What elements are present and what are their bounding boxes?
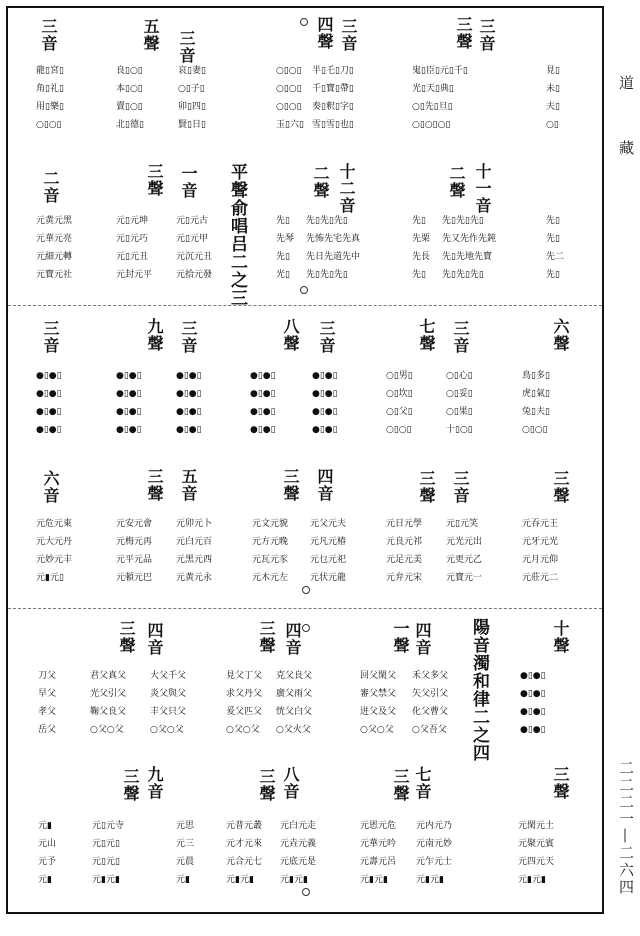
notation-row: ●▯●▯ (176, 371, 202, 381)
notation-row: 禾父多父 (412, 671, 449, 681)
section-heading: 八聲 (281, 318, 300, 352)
notation-group (446, 518, 482, 584)
notation-row: 雪▯雪▯也▯ (312, 120, 354, 130)
notation-row: 元▯元巧 (116, 234, 148, 244)
notation-row: 先▯先地先寶 (442, 252, 492, 262)
section-heading: 三音 (41, 320, 60, 354)
section-heading: 三聲 (417, 470, 436, 504)
circle-mark (302, 586, 310, 594)
notation-row: ●▯●▯ (116, 371, 142, 381)
notation-row: ○父吾父 (412, 725, 447, 735)
notation-row: 大父千父 (150, 671, 187, 681)
notation-group (360, 820, 396, 886)
section-heading: 三音 (477, 18, 496, 52)
section-heading: 三聲 (454, 16, 473, 50)
notation-row: 元木元左 (252, 573, 289, 583)
notation-group (226, 670, 262, 736)
notation-group (178, 65, 206, 131)
notation-row: 元壽元呂 (360, 857, 397, 867)
notation-row: 本▯○▯ (116, 84, 143, 94)
notation-row: 元▮元▯ (36, 573, 64, 583)
notation-row: 元▯元丑 (116, 252, 148, 262)
notation-row: 先▯ (276, 216, 290, 226)
notation-row: 先▯ (546, 270, 560, 280)
notation-row: 元内元乃 (416, 821, 453, 831)
notation-row: 元垚元義 (280, 839, 317, 849)
notation-group (520, 670, 546, 736)
notation-row: ○父火父 (276, 725, 311, 735)
notation-row: ○▯先▯旦▯ (412, 102, 453, 112)
notation-row: 兔▯夫▯ (522, 407, 550, 417)
notation-row: 元▮元▮ (416, 875, 444, 885)
notation-row: 元良元祁 (386, 537, 423, 547)
notation-row: 元平元品 (116, 555, 153, 565)
notation-row: 元▯元古 (176, 216, 208, 226)
notation-row: 元文元貌 (252, 519, 289, 529)
section-heading: 九音 (145, 766, 164, 800)
notation-row: 未▯ (546, 84, 560, 94)
notation-row: ○▯坎▯ (386, 389, 413, 399)
notation-row: 元▯元寺 (92, 821, 124, 831)
notation-row: ●▯●▯ (250, 371, 276, 381)
notation-row: 元▮ (38, 821, 52, 831)
notation-row: 北▯德▯ (116, 120, 144, 130)
notation-row: ○▯○▯ (522, 425, 548, 435)
notation-row: 元安元會 (116, 519, 153, 529)
notation-row: 元拾元發 (176, 270, 213, 280)
section-heading: 三音 (177, 30, 196, 64)
notation-row: 君父真父 (90, 671, 127, 681)
notation-group (546, 215, 564, 281)
notation-group (412, 65, 468, 131)
notation-row: 元▯元▯ (92, 857, 120, 867)
notation-row: 元合元七 (226, 857, 263, 867)
notation-row: 夫▯ (546, 102, 560, 112)
notation-group (310, 518, 346, 584)
notation-row: 先琴 (276, 234, 295, 244)
notation-row: 先▯ (412, 216, 426, 226)
notation-row: 恍父白父 (276, 707, 313, 717)
notation-row: 龍▯宮▯ (36, 66, 64, 76)
notation-row: 丰父只父 (150, 707, 187, 717)
section-heading: 三音 (39, 18, 58, 52)
notation-row: 元恩元危 (360, 821, 397, 831)
section-heading: 三音 (451, 470, 470, 504)
section-heading: 四音 (413, 622, 432, 656)
notation-row: 元更元乙 (446, 555, 483, 565)
notation-group (38, 820, 56, 886)
notation-row: 先▯ (412, 270, 426, 280)
section-heading: 三音 (339, 18, 358, 52)
notation-row: 元沉元丑 (176, 252, 213, 262)
chapter-title: 陽音濁和律二之四 (469, 618, 489, 762)
notation-row: 矢父引父 (412, 689, 449, 699)
notation-row: 半▯乇▯刀▯ (312, 66, 354, 76)
notation-row: ○父○父 (150, 725, 184, 735)
notation-row: 先怖先宅先真 (306, 234, 361, 244)
notation-row: 元寶元社 (36, 270, 73, 280)
notation-group (276, 65, 304, 131)
notation-row: 元細元轉 (36, 252, 73, 262)
notation-row: 元梅元再 (116, 537, 153, 547)
notation-row: ○▯○▯ (276, 66, 302, 76)
notation-row: 元弁元宋 (386, 573, 423, 583)
notation-group (176, 215, 212, 281)
chapter-title: 平聲俞唱吕二之三 (227, 163, 247, 307)
notation-row: 元状元龍 (310, 573, 347, 583)
section-heading: 八音 (281, 766, 300, 800)
notation-group (36, 65, 64, 131)
section-heading: 三聲 (117, 620, 136, 654)
notation-row: ●▯●▯ (312, 371, 338, 381)
notation-group (36, 215, 72, 281)
notation-row: ●▯●▯ (176, 407, 202, 417)
notation-group (36, 518, 72, 584)
notation-row: 先▯先▯先▯ (306, 270, 348, 280)
section-heading: 三聲 (145, 468, 164, 502)
notation-group (150, 670, 186, 736)
notation-row: 元黄元黑 (36, 216, 73, 226)
notation-row: ○▯○▯ (276, 102, 302, 112)
notation-group (416, 820, 452, 886)
section-heading: 五音 (179, 468, 198, 502)
notation-row: 孝父 (38, 707, 57, 717)
section-heading: 三音 (317, 320, 336, 354)
notation-row: 先▯ (546, 234, 560, 244)
notation-group (412, 215, 430, 281)
notation-row: 先▯ (276, 252, 290, 262)
notation-row: ●▯●▯ (36, 407, 62, 417)
notation-row: ●▯●▯ (36, 425, 62, 435)
notation-row: ●▯●▯ (520, 725, 546, 735)
notation-row: 元南元妙 (416, 839, 453, 849)
notation-row: 元乜元祀 (310, 555, 347, 565)
notation-row: 先栗 (412, 234, 431, 244)
notation-row: 岳父 (38, 725, 57, 735)
notation-row: 早父 (38, 689, 57, 699)
notation-row: 元白元走 (280, 821, 317, 831)
section-heading: 七聲 (417, 318, 436, 352)
notation-group (276, 215, 294, 281)
notation-row: ●▯●▯ (520, 707, 546, 717)
section-heading: 二聲 (311, 165, 330, 199)
notation-row: 元聚元賓 (518, 839, 555, 849)
notation-row: 元▮元▮ (518, 875, 546, 885)
section-heading: 四音 (315, 468, 334, 502)
notation-row: 元凡元椿 (310, 537, 347, 547)
section-heading: 三聲 (281, 468, 300, 502)
notation-group (176, 518, 212, 584)
notation-row: 化父曹父 (412, 707, 449, 717)
notation-group (280, 820, 316, 886)
notation-row: 鬼▯臣▯元▯千▯ (412, 66, 468, 76)
notation-row: 元▮元▮ (226, 875, 254, 885)
notation-row: 元封元平 (116, 270, 153, 280)
notation-row: 元華元吟 (360, 839, 397, 849)
notation-row: 元頓元巴 (116, 573, 153, 583)
notation-row: 元方元晚 (252, 537, 289, 547)
notation-group (176, 820, 194, 886)
notation-row: 卯▯四▯ (178, 102, 206, 112)
notation-row: ●▯●▯ (312, 389, 338, 399)
notation-row: ○▯○▯ (386, 425, 412, 435)
notation-row: 先又先作先鈍 (442, 234, 497, 244)
notation-group (116, 370, 142, 436)
notation-row: 炎父與父 (150, 689, 187, 699)
notation-row: ○▯果▯ (446, 407, 473, 417)
margin-page-number: 二二二一—二六四 (617, 760, 635, 896)
notation-row: 元▮元▮ (280, 875, 308, 885)
notation-row: 元山 (38, 839, 57, 849)
notation-row: 爰父匹父 (226, 707, 263, 717)
notation-row: 賢▯日▯ (178, 120, 206, 130)
notation-row: 先▯ (546, 216, 560, 226)
notation-group (306, 215, 360, 281)
section-heading: 三聲 (551, 766, 570, 800)
notation-row: 角▯礼▯ (36, 84, 64, 94)
notation-row: 元莊元二 (522, 573, 559, 583)
notation-row: 十▯○▯ (446, 425, 473, 435)
notation-row: ●▯●▯ (312, 425, 338, 435)
notation-row: 良▯○▯ (116, 66, 143, 76)
section-heading: 六聲 (551, 318, 570, 352)
section-heading: 十聲 (551, 620, 570, 654)
notation-row: 元光元出 (446, 537, 483, 547)
notation-row: ●▯●▯ (116, 407, 142, 417)
notation-row: 刀父 (38, 671, 57, 681)
notation-row: ●▯●▯ (520, 689, 546, 699)
notation-row: 元予 (38, 857, 57, 867)
band-separator (8, 608, 602, 609)
notation-row: 元牙元光 (522, 537, 559, 547)
notation-row: ○▯男▯ (386, 371, 413, 381)
section-heading: 四聲 (315, 16, 334, 50)
notation-group (386, 370, 413, 436)
section-heading: 一聲 (391, 620, 410, 654)
notation-row: ○▯○▯ (276, 84, 302, 94)
notation-row: ○▯妥▯ (446, 389, 473, 399)
circle-mark (300, 286, 308, 294)
notation-row: 元晨 (176, 857, 195, 867)
notation-group (312, 370, 338, 436)
notation-group (252, 518, 288, 584)
notation-row: 求父丹父 (226, 689, 263, 699)
notation-row: 鞠父良父 (90, 707, 127, 717)
notation-row: 元閑元土 (518, 821, 555, 831)
section-heading: 五聲 (141, 18, 160, 52)
notation-row: ○父○父 (360, 725, 394, 735)
notation-group (116, 65, 144, 131)
section-heading: 二聲 (447, 165, 466, 199)
section-heading: 六音 (41, 470, 60, 504)
notation-group (442, 215, 496, 281)
section-heading: 一音 (179, 165, 198, 199)
notation-group (518, 820, 554, 886)
notation-row: ●▯●▯ (312, 407, 338, 417)
notation-row: 先▯先▯先▯ (442, 216, 484, 226)
notation-row: 克父良父 (276, 671, 313, 681)
circle-mark (302, 888, 310, 896)
notation-row: 元吞元王 (522, 519, 559, 529)
notation-row: 元白元百 (176, 537, 213, 547)
notation-row: ●▯●▯ (250, 407, 276, 417)
notation-row: ●▯●▯ (520, 671, 546, 681)
notation-group (360, 670, 396, 736)
section-heading: 三聲 (551, 470, 570, 504)
notation-row: 元才元來 (226, 839, 263, 849)
notation-row: 元黑元西 (176, 555, 213, 565)
notation-row: 奏▯釈▯字▯ (312, 102, 354, 112)
section-heading: 二音 (41, 170, 60, 204)
notation-row: 審父禁父 (360, 689, 397, 699)
notation-row: ●▯●▯ (116, 425, 142, 435)
notation-row: 先二 (546, 252, 565, 262)
margin-title-char: 道 (617, 75, 635, 100)
section-heading: 三聲 (145, 163, 164, 197)
notation-row: 元父元夫 (310, 519, 347, 529)
notation-group (226, 820, 262, 886)
section-heading: 七音 (413, 766, 432, 800)
notation-group (38, 670, 56, 736)
notation-row: 元思 (176, 821, 195, 831)
notation-row: 元▯元甲 (176, 234, 208, 244)
notation-row: 元▮ (176, 875, 190, 885)
notation-row: 光父引父 (90, 689, 127, 699)
notation-row: 光▯天▯典▯ (412, 84, 454, 94)
notation-group (312, 65, 354, 131)
notation-row: 元▯元笑 (446, 519, 478, 529)
notation-group (386, 518, 422, 584)
notation-row: ○▯ (546, 120, 559, 130)
notation-row: 元四元天 (518, 857, 555, 867)
section-heading: 四音 (283, 622, 302, 656)
notation-row: 元大元丹 (36, 537, 73, 547)
notation-row: ●▯●▯ (36, 389, 62, 399)
notation-group (250, 370, 276, 436)
notation-row: 元普元叢 (226, 821, 263, 831)
notation-row: ○▯父▯ (386, 407, 413, 417)
notation-row: ○父○父 (90, 725, 124, 735)
section-heading: 十一音 (473, 163, 492, 214)
notation-row: 回父閑父 (360, 671, 397, 681)
section-heading: 三音 (179, 320, 198, 354)
notation-row: 元▮元▮ (360, 875, 388, 885)
notation-row: 用▯樂▯ (36, 102, 64, 112)
notation-row: 元▮ (38, 875, 52, 885)
notation-group (176, 370, 202, 436)
notation-row: 元卯元卜 (176, 519, 213, 529)
notation-row: 元妙元丰 (36, 555, 73, 565)
notation-group (90, 670, 126, 736)
notation-row: ○▯子▯ (178, 84, 205, 94)
section-heading: 四音 (145, 622, 164, 656)
notation-group (446, 370, 473, 436)
notation-row: 鳥▯多▯ (522, 371, 550, 381)
notation-group (522, 370, 550, 436)
band-separator (8, 305, 602, 306)
section-heading: 三聲 (257, 620, 276, 654)
notation-row: ●▯●▯ (250, 425, 276, 435)
notation-row: ●▯●▯ (176, 389, 202, 399)
circle-mark (300, 18, 308, 26)
notation-row: 先長 (412, 252, 431, 262)
notation-group (116, 215, 152, 281)
notation-row: 元▮元▮ (92, 875, 120, 885)
notation-row: 光▯ (276, 270, 290, 280)
notation-row: 廣父雨父 (276, 689, 313, 699)
notation-row: 虎▯氣▯ (522, 389, 550, 399)
page-border (6, 6, 604, 914)
notation-row: 千▯寶▯帶▯ (312, 84, 354, 94)
notation-row: ○父○父 (226, 725, 260, 735)
notation-row: ●▯●▯ (176, 425, 202, 435)
notation-row: 元乍元士 (416, 857, 453, 867)
notation-row: 先日先道先中 (306, 252, 361, 262)
notation-row: 迸父及父 (360, 707, 397, 717)
notation-group (92, 820, 124, 886)
notation-row: 元危元東 (36, 519, 73, 529)
notation-row: 元瓦元豕 (252, 555, 289, 565)
notation-row: ○▯○▯○▯ (412, 120, 451, 130)
notation-row: 元三 (176, 839, 195, 849)
notation-row: 賣▯○▯ (116, 102, 143, 112)
notation-row: ○▯○▯ (36, 120, 62, 130)
notation-row: 哀▯妻▯ (178, 66, 206, 76)
notation-row: 先▯先▯先▯ (306, 216, 348, 226)
notation-row: 先▯先▯先▯ (442, 270, 484, 280)
notation-group (36, 370, 62, 436)
notation-row: 元底元是 (280, 857, 317, 867)
notation-row: ●▯●▯ (116, 389, 142, 399)
notation-group (116, 518, 152, 584)
section-heading: 三音 (451, 320, 470, 354)
notation-row: 元華元亮 (36, 234, 73, 244)
notation-row: 見▯ (546, 66, 560, 76)
section-heading: 三聲 (391, 768, 410, 802)
notation-row: 元▯元坤 (116, 216, 148, 226)
notation-row: 元黄元永 (176, 573, 213, 583)
section-heading: 十二音 (337, 163, 356, 214)
notation-group (522, 518, 558, 584)
section-heading: 三聲 (257, 768, 276, 802)
notation-row: 元日元學 (386, 519, 423, 529)
notation-row: ○▯心▯ (446, 371, 473, 381)
notation-row: 元足元美 (386, 555, 423, 565)
notation-row: 見父丁父 (226, 671, 263, 681)
section-heading: 三聲 (121, 768, 140, 802)
notation-group (276, 670, 312, 736)
circle-mark (302, 624, 310, 632)
notation-row: 元寶元一 (446, 573, 483, 583)
notation-row: ●▯●▯ (250, 389, 276, 399)
notation-group (412, 670, 448, 736)
section-heading: 九聲 (145, 318, 164, 352)
notation-row: 玉▯六▯ (276, 120, 304, 130)
notation-row: 元▯元▯ (92, 839, 120, 849)
margin-collection-char: 藏 (617, 140, 635, 165)
notation-row: ●▯●▯ (36, 371, 62, 381)
notation-group (546, 65, 560, 131)
notation-row: 元月元仰 (522, 555, 559, 565)
